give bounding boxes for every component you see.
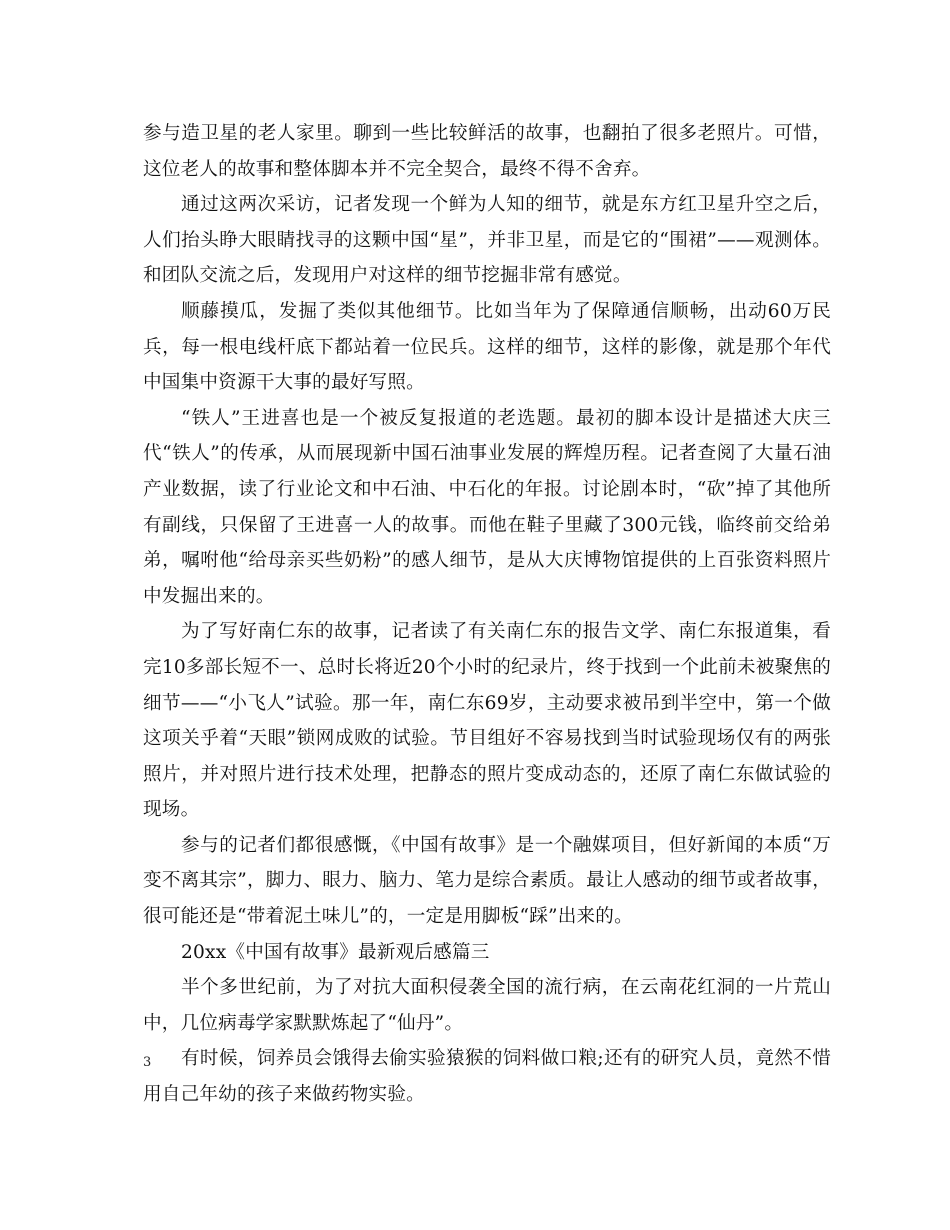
paragraph-6: 参与的记者们都很感慨，《中国有故事》是一个融媒项目，但好新闻的本质“万变不离其宗”，脚力、眼力、脑力、笔力是综合素质。最让人感动的细节或者故事，很可能还是“带着泥土味儿”的，一定是用脚板“踩”出来的。: [143, 834, 831, 928]
paragraph-4: “铁人”王进喜也是一个被反复报道的老选题。最初的脚本设计是描述大庆三代“铁人”的传承，从而展现新中国石油事业发展的辉煌历程。记者查阅了大量石油产业数据，读了行业论文和中石油、中石化的年报。讨论剧本时，“砍”掉了其他所有副线，只保留了王进喜一人的故事。而他在鞋子里藏了300元钱，临终前交给弟弟，嘱咐他“给母亲买些奶粉”的感人细节，是从大庆博物馆提供的上百张资料照片中发掘出来的。: [143, 407, 831, 607]
paragraph-1: 参与造卫星的老人家里。聊到一些比较鲜活的故事，也翻拍了很多老照片。可惜，这位老人的故事和整体脚本并不完全契合，最终不得不舍弃。: [143, 123, 831, 180]
paragraph-8: 有时候，饲养员会饿得去偷实验猿猴的饲料做口粮;还有的研究人员，竟然不惜用自己年幼的孩子来做药物实验。: [143, 1048, 831, 1106]
paragraph-2: 通过这两次采访，记者发现一个鲜为人知的细节，就是东方红卫星升空之后，人们抬头睁大眼睛找寻的这颗中国“星”，并非卫星，而是它的“围裙”——观测体。和团队交流之后，发现用户对这样的细节挖掘非常有感觉。: [143, 194, 831, 287]
paragraph-3: 顺藤摸瓜，发掘了类似其他细节。比如当年为了保障通信顺畅，出动60万民兵，每一根电线杆底下都站着一位民兵。这样的细节，这样的影像，就是那个年代中国集中资源干大事的最好写照。: [143, 300, 831, 394]
section-heading: 20xx《中国有故事》最新观后感篇三: [181, 941, 490, 963]
paragraph-5: 为了写好南仁东的故事，记者读了有关南仁东的报告文学、南仁东报道集，看完10多部长短不一、总时长将近20个小时的纪录片，终于找到一个此前未被聚焦的细节——“小飞人”试验。那一年，南仁东69岁，主动要求被吊到半空中，第一个做这项关乎着“天眼”锁网成败的试验。节目组好不容易找到当时试验现场仅有的两张照片，并对照片进行技术处理，把静态的照片变成动态的，还原了南仁东做试验的现场。: [143, 621, 831, 821]
paragraph-7: 半个多世纪前，为了对抗大面积侵袭全国的流行病，在云南花红洞的一片荒山中，几位病毒学家默默炼起了“仙丹”。: [143, 977, 831, 1034]
document-body: [143, 116, 831, 1113]
page-number: 3: [143, 1055, 152, 1070]
